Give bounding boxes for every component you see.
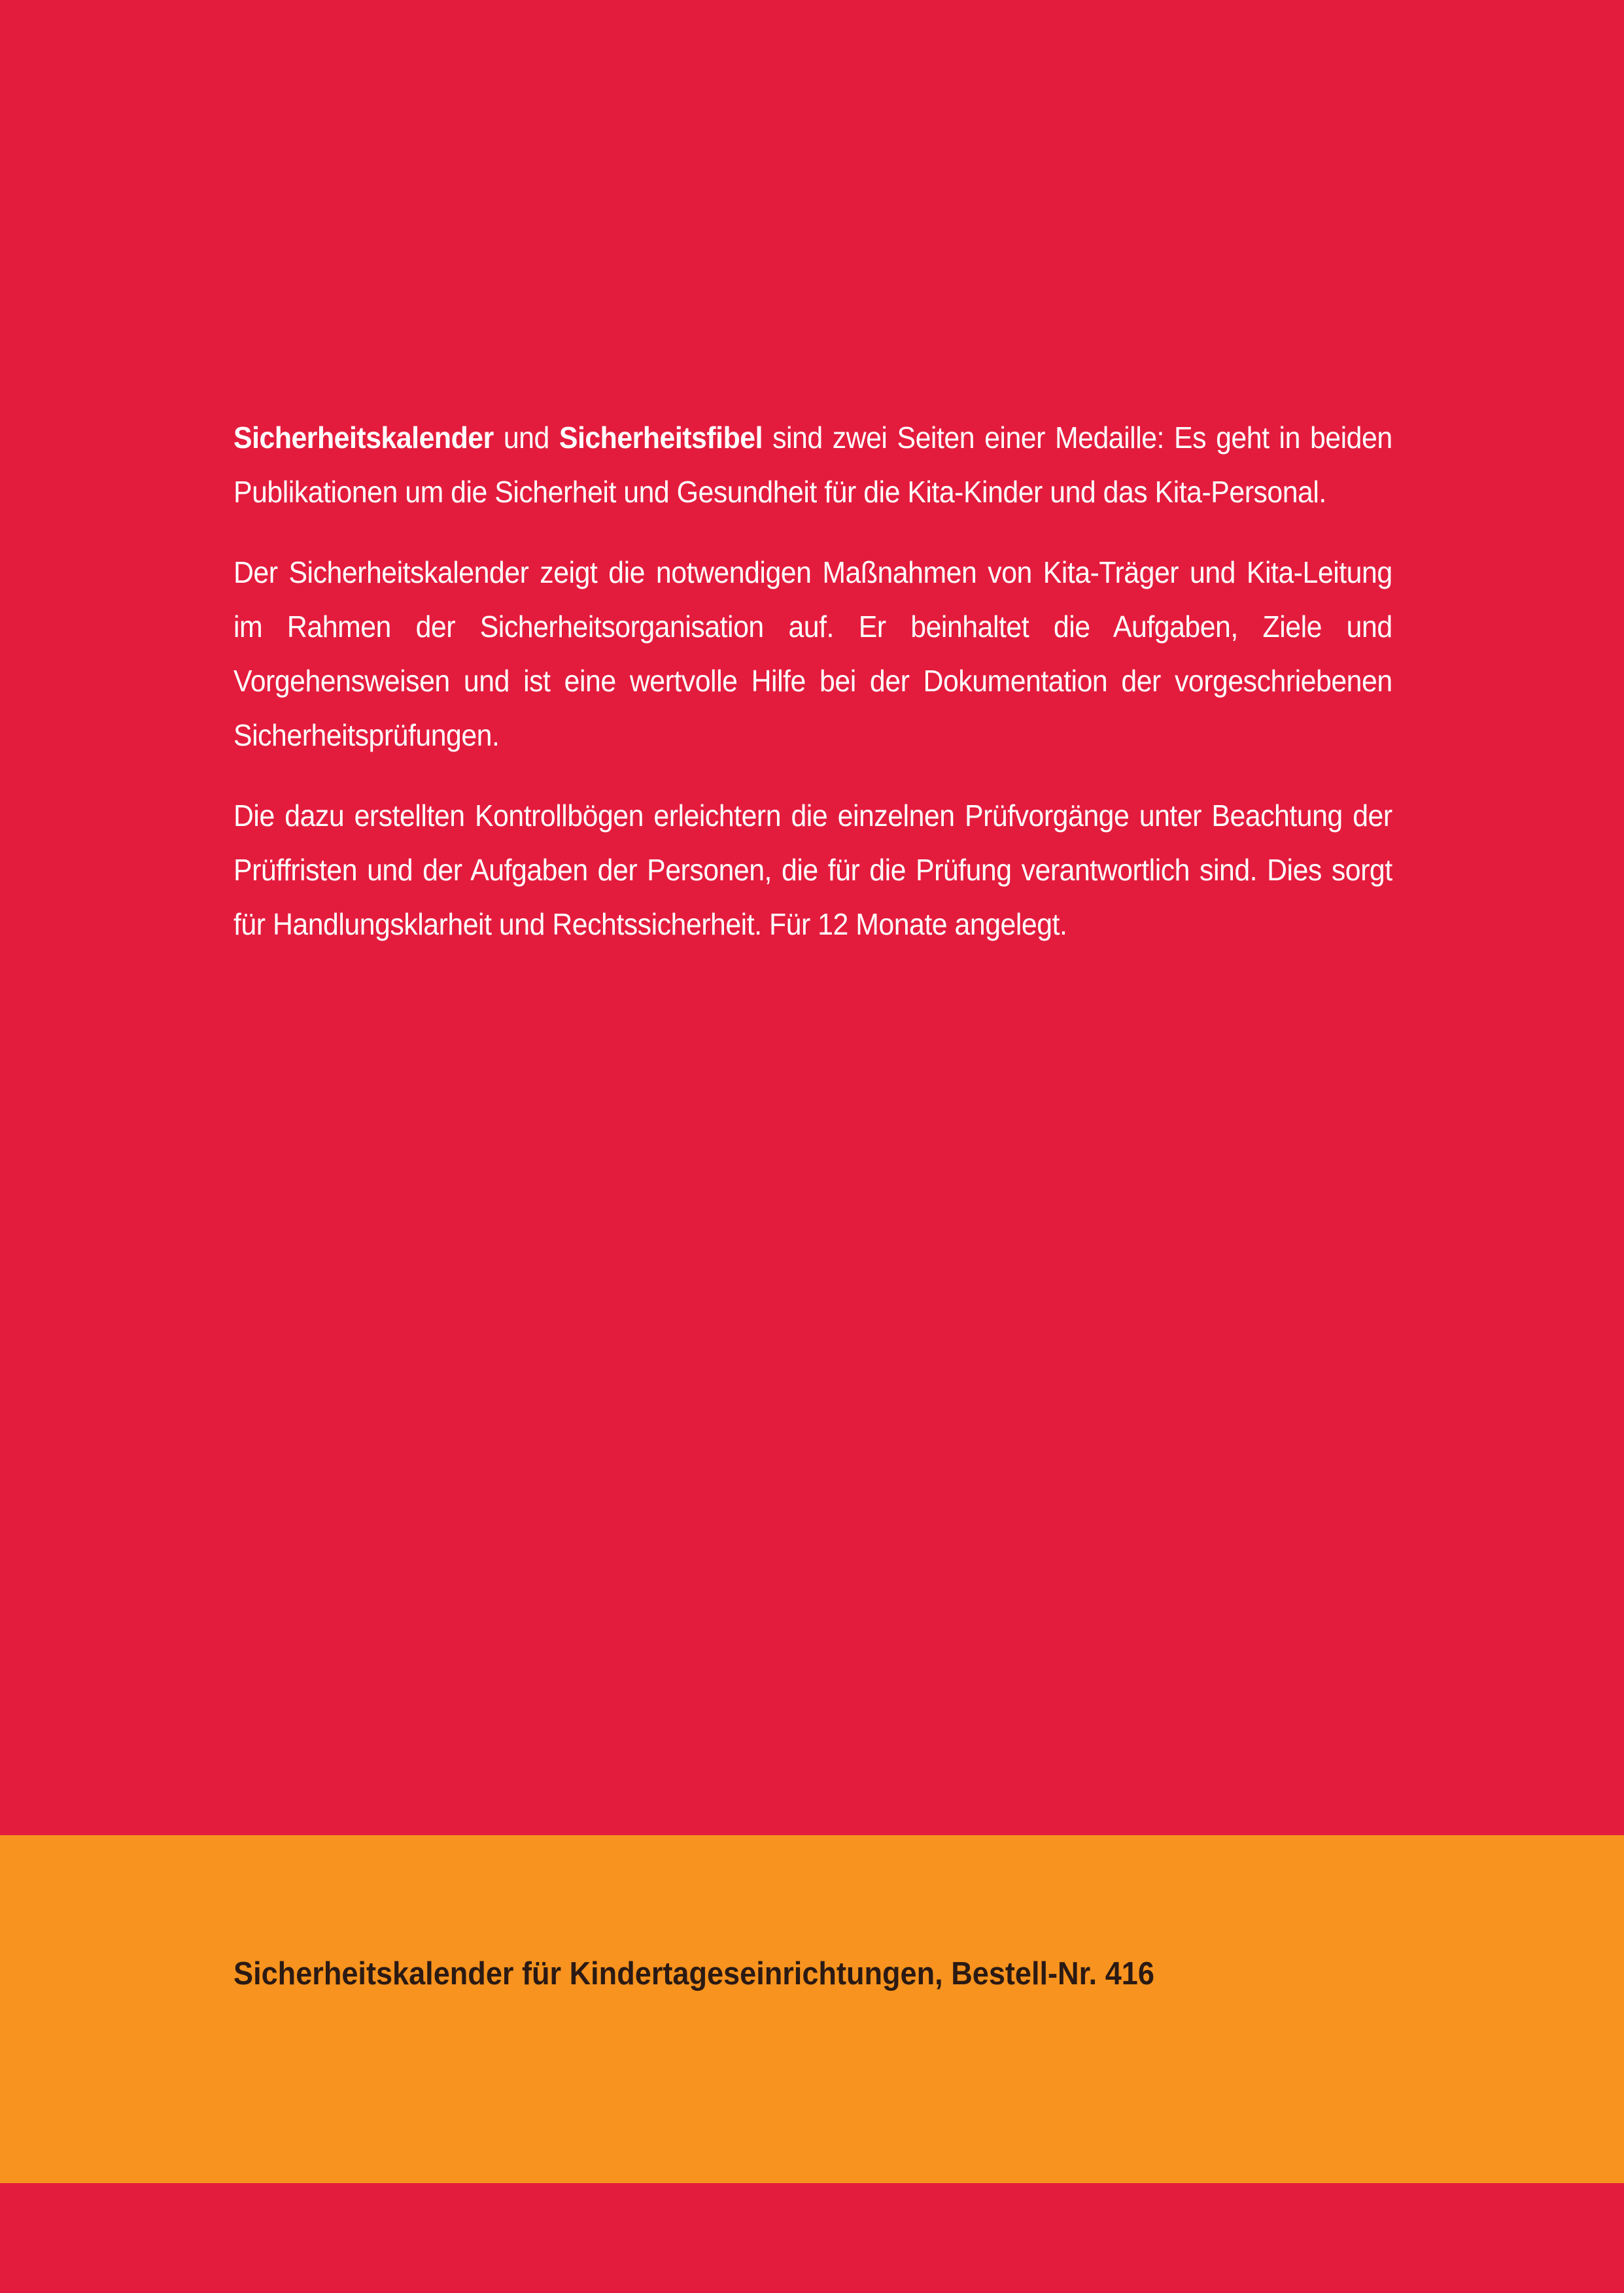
paragraph-checklists: Die dazu erstellten Kontrollbögen erleichtern die einzelnen Prüfvorgänge unter Beachtung der Prüffristen und der Aufgaben der Personen, die für die Prüfung verantwortlich sind. Dies sorgt für Handlungsklarheit und Rechtssicherheit. Für 12 Monate angelegt. — [233, 799, 1392, 941]
paragraph-measures: Der Sicherheitskalender zeigt die notwendigen Maßnahmen von Kita-Träger und Kita-Leitung im Rahmen der Sicherheitsorganisation auf. Er beinhaltet die Aufgaben, Ziele und Vorgehensweisen und ist eine wertvolle Hilfe bei der Dokumentation der vorgeschriebenen Sicherheitsprüfungen. — [233, 555, 1392, 752]
footer-band — [0, 1835, 1624, 2183]
description-text — [233, 411, 1392, 978]
footer-title: Sicherheitskalender für Kindertageseinrichtungen, Bestell-Nr. 416 — [233, 1956, 1154, 1991]
intro-rest: sind zwei Seiten einer Medaille: Es geht in beiden Publikationen um die Sicherheit und Gesundheit für die Kita-Kinder und das Kita-Personal. — [233, 421, 1392, 509]
intro-connector: und — [493, 421, 559, 455]
intro-paragraph — [233, 411, 1392, 519]
term-sicherheitsfibel: Sicherheitsfibel — [559, 421, 763, 455]
term-sicherheitskalender: Sicherheitskalender — [233, 421, 494, 455]
